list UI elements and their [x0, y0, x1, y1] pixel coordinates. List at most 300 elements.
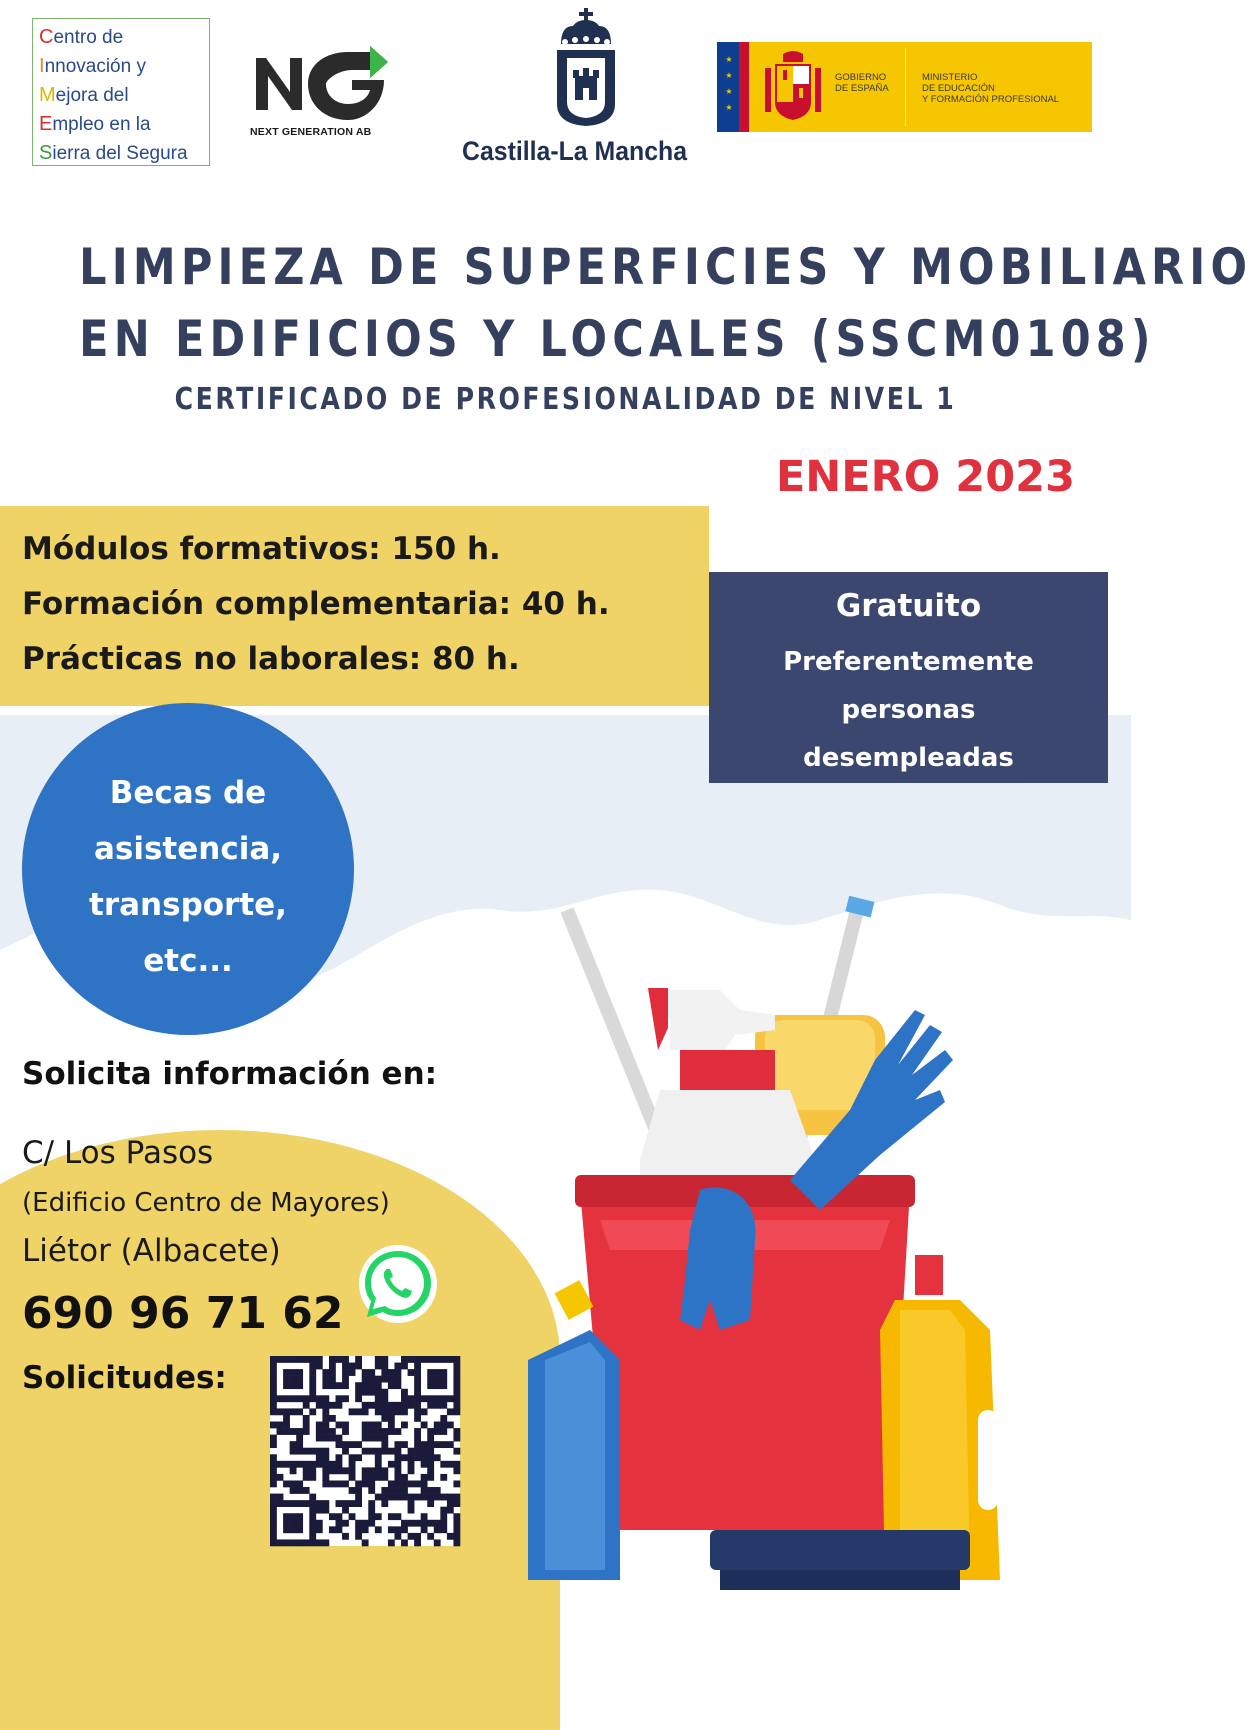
qr-module [322, 1539, 329, 1546]
qr-module [388, 1402, 395, 1409]
qr-module [427, 1467, 434, 1474]
qr-module [303, 1500, 310, 1507]
qr-module [381, 1435, 388, 1442]
qr-module [447, 1356, 454, 1363]
qr-module [322, 1415, 329, 1422]
qr-module [434, 1520, 441, 1527]
qr-module [270, 1513, 277, 1520]
qr-module [316, 1520, 323, 1527]
eu-stars-icon: ★ ★ ★ ★ [725, 55, 733, 112]
qr-module [316, 1402, 323, 1409]
qr-module [362, 1389, 369, 1396]
qr-module [290, 1526, 297, 1533]
qr-module [414, 1448, 421, 1455]
qr-module [381, 1500, 388, 1507]
qr-module [270, 1474, 277, 1481]
qr-module [349, 1441, 356, 1448]
qr-module [381, 1395, 388, 1402]
qr-module [316, 1461, 323, 1468]
qr-module [368, 1402, 375, 1409]
qr-module [322, 1382, 329, 1389]
qr-module [388, 1428, 395, 1435]
qr-module [322, 1435, 329, 1442]
qr-module [447, 1408, 454, 1415]
qr-module [355, 1441, 362, 1448]
qr-module [349, 1487, 356, 1494]
gobierno-divider [905, 48, 906, 126]
qr-module [316, 1395, 323, 1402]
qr-module [421, 1356, 428, 1363]
qr-module [381, 1494, 388, 1501]
qr-module [290, 1369, 297, 1376]
qr-module [329, 1480, 336, 1487]
qr-module [440, 1520, 447, 1527]
qr-module [277, 1461, 284, 1468]
qr-module [329, 1369, 336, 1376]
qr-module [381, 1356, 388, 1363]
qr-module [408, 1395, 415, 1402]
hours-internship: Prácticas no laborales: 80 h. [22, 641, 520, 677]
qr-module [349, 1500, 356, 1507]
qr-module [453, 1402, 460, 1409]
qr-module [394, 1461, 401, 1468]
qr-module [362, 1428, 369, 1435]
qr-module [336, 1526, 343, 1533]
qr-module [401, 1480, 408, 1487]
hours-modules: Módulos formativos: 150 h. [22, 531, 501, 567]
qr-module [277, 1356, 284, 1363]
qr-module [349, 1467, 356, 1474]
cim-word: entro de [53, 27, 124, 48]
qr-module [440, 1507, 447, 1514]
qr-module [342, 1376, 349, 1383]
qr-module [394, 1402, 401, 1409]
qr-module [270, 1500, 277, 1507]
qr-module [336, 1402, 343, 1409]
cim-initial: M [39, 84, 56, 106]
qr-module [362, 1422, 369, 1429]
qr-module [375, 1395, 382, 1402]
qr-module [453, 1526, 460, 1533]
qr-module [401, 1389, 408, 1396]
qr-module [401, 1422, 408, 1429]
qr-module [296, 1539, 303, 1546]
cim-initial: S [39, 142, 53, 164]
qr-module [434, 1422, 441, 1429]
qr-module [427, 1494, 434, 1501]
qr-module [270, 1395, 277, 1402]
qr-module [283, 1539, 290, 1546]
qr-module [434, 1428, 441, 1435]
cleaning-supplies-illustration [520, 890, 1040, 1600]
whatsapp-icon[interactable] [357, 1243, 439, 1325]
qr-module [408, 1500, 415, 1507]
qr-module [336, 1382, 343, 1389]
qr-module [355, 1500, 362, 1507]
qr-module [329, 1363, 336, 1370]
qr-module [303, 1539, 310, 1546]
qr-module [290, 1487, 297, 1494]
qr-module [342, 1507, 349, 1514]
qr-module [322, 1448, 329, 1455]
qr-module [440, 1474, 447, 1481]
qr-module [322, 1428, 329, 1435]
qr-module [270, 1402, 277, 1409]
cim-line [39, 139, 203, 168]
qr-module [427, 1369, 434, 1376]
qr-module [296, 1526, 303, 1533]
qr-code[interactable] [270, 1356, 460, 1546]
qr-module [270, 1382, 277, 1389]
qr-module [408, 1402, 415, 1409]
qr-module [375, 1461, 382, 1468]
qr-module [453, 1533, 460, 1540]
qr-module [388, 1539, 395, 1546]
qr-module [303, 1356, 310, 1363]
qr-module [447, 1507, 454, 1514]
qr-module [368, 1500, 375, 1507]
qr-module [290, 1356, 297, 1363]
qr-module [381, 1448, 388, 1455]
qr-module [362, 1467, 369, 1474]
qr-module [316, 1435, 323, 1442]
qr-module [434, 1376, 441, 1383]
qr-module [296, 1480, 303, 1487]
becas-text: Becas de asistencia, transporte, etc... [89, 775, 287, 979]
qr-module [375, 1402, 382, 1409]
qr-module [368, 1389, 375, 1396]
gobierno-logo [717, 42, 1092, 132]
qr-module [355, 1363, 362, 1370]
qr-module [283, 1376, 290, 1383]
qr-module [388, 1382, 395, 1389]
course-subtitle: CERTIFICADO DE PROFESIONALIDAD DE NIVEL 1 [174, 382, 957, 417]
qr-module [427, 1487, 434, 1494]
qr-module [375, 1448, 382, 1455]
qr-module [296, 1520, 303, 1527]
qr-module [408, 1467, 415, 1474]
qr-module [309, 1520, 316, 1527]
qr-module [342, 1441, 349, 1448]
qr-module [336, 1480, 343, 1487]
qr-module [440, 1376, 447, 1383]
qr-module [362, 1474, 369, 1481]
qr-module [316, 1422, 323, 1429]
qr-module [421, 1513, 428, 1520]
qr-module [309, 1500, 316, 1507]
qr-module [453, 1356, 460, 1363]
qr-module [408, 1494, 415, 1501]
info-body: Preferentemente personas desempleadas [783, 647, 1034, 773]
cim-initial: E [39, 113, 53, 135]
qr-module [322, 1395, 329, 1402]
qr-module [394, 1494, 401, 1501]
qr-module [270, 1480, 277, 1487]
qr-module [453, 1513, 460, 1520]
qr-module [349, 1474, 356, 1481]
qr-module [303, 1448, 310, 1455]
qr-module [283, 1480, 290, 1487]
cim-initial: I [39, 55, 45, 77]
qr-module [427, 1474, 434, 1481]
qr-module [401, 1520, 408, 1527]
qr-module [296, 1441, 303, 1448]
qr-module [303, 1461, 310, 1468]
qr-module [434, 1441, 441, 1448]
spain-shield-icon [761, 50, 825, 124]
qr-module [329, 1415, 336, 1422]
qr-module [322, 1480, 329, 1487]
qr-module [309, 1369, 316, 1376]
qr-module [414, 1376, 421, 1383]
qr-module [316, 1539, 323, 1546]
qr-module [296, 1513, 303, 1520]
qr-module [277, 1539, 284, 1546]
qr-module [427, 1461, 434, 1468]
qr-module [290, 1539, 297, 1546]
qr-module [440, 1441, 447, 1448]
ministerio-label: MINISTERIO DE EDUCACIÓN Y FORMACIÓN PROFESIONAL [922, 72, 1060, 105]
qr-module [401, 1526, 408, 1533]
qr-module [434, 1395, 441, 1402]
qr-module [283, 1408, 290, 1415]
qr-module [414, 1369, 421, 1376]
qr-module [296, 1500, 303, 1507]
qr-module [329, 1513, 336, 1520]
qr-module [375, 1356, 382, 1363]
qr-module [394, 1448, 401, 1455]
qr-module [440, 1461, 447, 1468]
qr-module [309, 1389, 316, 1396]
qr-module [453, 1376, 460, 1383]
qr-module [375, 1526, 382, 1533]
qr-module [388, 1448, 395, 1455]
qr-module [316, 1454, 323, 1461]
qr-module [440, 1428, 447, 1435]
qr-module [270, 1376, 277, 1383]
qr-module [355, 1395, 362, 1402]
qr-module [283, 1415, 290, 1422]
qr-module [368, 1480, 375, 1487]
qr-module [342, 1520, 349, 1527]
qr-module [277, 1494, 284, 1501]
qr-module [388, 1494, 395, 1501]
qr-module [290, 1376, 297, 1383]
qr-module [381, 1474, 388, 1481]
qr-module [309, 1526, 316, 1533]
cim-line [39, 110, 203, 139]
qr-module [322, 1422, 329, 1429]
qr-module [303, 1428, 310, 1435]
qr-module [427, 1500, 434, 1507]
qr-module [427, 1395, 434, 1402]
qr-module [355, 1389, 362, 1396]
qr-module [296, 1448, 303, 1455]
qr-module [453, 1395, 460, 1402]
qr-module [394, 1363, 401, 1370]
qr-module [414, 1395, 421, 1402]
qr-module [440, 1369, 447, 1376]
qr-module [277, 1474, 284, 1481]
qr-module [427, 1520, 434, 1527]
qr-module [277, 1395, 284, 1402]
qr-module [388, 1422, 395, 1429]
ng-mark: NG [252, 44, 254, 45]
qr-module [349, 1369, 356, 1376]
qr-module [447, 1461, 454, 1468]
qr-module [440, 1526, 447, 1533]
qr-module [440, 1402, 447, 1409]
qr-module [453, 1500, 460, 1507]
qr-module [290, 1382, 297, 1389]
qr-module [270, 1363, 277, 1370]
qr-module [349, 1408, 356, 1415]
info-box [709, 572, 1108, 783]
qr-module [309, 1507, 316, 1514]
qr-module [440, 1395, 447, 1402]
info-headline: Gratuito [835, 588, 982, 624]
qr-module [303, 1422, 310, 1429]
qr-module [303, 1402, 310, 1409]
flag-red-stripe [739, 42, 749, 132]
qr-module [322, 1408, 329, 1415]
qr-module [342, 1369, 349, 1376]
qr-module [270, 1507, 277, 1514]
qr-module [447, 1500, 454, 1507]
qr-module [408, 1507, 415, 1514]
qr-module [401, 1494, 408, 1501]
qr-module [408, 1369, 415, 1376]
qr-module [394, 1480, 401, 1487]
qr-module [322, 1474, 329, 1481]
qr-module [309, 1395, 316, 1402]
qr-module [414, 1480, 421, 1487]
qr-module [434, 1402, 441, 1409]
qr-module [342, 1448, 349, 1455]
qr-module [408, 1480, 415, 1487]
qr-module [368, 1376, 375, 1383]
qr-module [381, 1415, 388, 1422]
qr-module [401, 1487, 408, 1494]
qr-module [329, 1461, 336, 1468]
qr-module [270, 1408, 277, 1415]
qr-module [381, 1487, 388, 1494]
qr-module [427, 1454, 434, 1461]
qr-module [401, 1363, 408, 1370]
qr-module [362, 1539, 369, 1546]
qr-module [381, 1376, 388, 1383]
qr-module [342, 1422, 349, 1429]
qr-module [453, 1539, 460, 1546]
qr-module [355, 1480, 362, 1487]
qr-module [401, 1539, 408, 1546]
qr-module [388, 1408, 395, 1415]
qr-module [336, 1435, 343, 1442]
qr-module [447, 1422, 454, 1429]
qr-module [355, 1487, 362, 1494]
qr-module [283, 1461, 290, 1468]
qr-module [414, 1428, 421, 1435]
qr-module [381, 1467, 388, 1474]
qr-module [440, 1356, 447, 1363]
qr-module [290, 1513, 297, 1520]
qr-module [368, 1435, 375, 1442]
qr-module [329, 1356, 336, 1363]
qr-module [296, 1435, 303, 1442]
qr-module [316, 1448, 323, 1455]
qr-module [375, 1513, 382, 1520]
course-title-line-1: LIMPIEZA DE SUPERFICIES Y MOBILIARIO [79, 238, 1252, 296]
qr-module [427, 1448, 434, 1455]
qr-module [336, 1441, 343, 1448]
qr-module [270, 1356, 277, 1363]
qr-module [401, 1454, 408, 1461]
qr-module [362, 1520, 369, 1527]
qr-module [408, 1356, 415, 1363]
qr-module [421, 1494, 428, 1501]
qr-module [329, 1402, 336, 1409]
qr-module [394, 1526, 401, 1533]
qr-module [349, 1363, 356, 1370]
qr-module [290, 1480, 297, 1487]
qr-module [381, 1428, 388, 1435]
qr-module [270, 1435, 277, 1442]
address-building: (Edificio Centro de Mayores) [22, 1188, 390, 1218]
qr-module [447, 1395, 454, 1402]
qr-module [394, 1513, 401, 1520]
phone-number[interactable]: 690 96 71 62 [22, 1288, 344, 1339]
qr-module [316, 1507, 323, 1514]
qr-module [427, 1435, 434, 1442]
qr-module [290, 1441, 297, 1448]
qr-module [388, 1513, 395, 1520]
cim-word: ejora del [55, 85, 129, 106]
qr-module [296, 1376, 303, 1383]
qr-module [421, 1422, 428, 1429]
qr-module [401, 1402, 408, 1409]
qr-module [427, 1382, 434, 1389]
qr-module [427, 1356, 434, 1363]
qr-module [375, 1422, 382, 1429]
qr-module [421, 1480, 428, 1487]
qr-module [453, 1461, 460, 1468]
qr-module [362, 1435, 369, 1442]
qr-module [277, 1408, 284, 1415]
qr-module [270, 1389, 277, 1396]
qr-module [440, 1415, 447, 1422]
cim-initial: C [39, 26, 54, 48]
qr-module [283, 1356, 290, 1363]
cim-word: nnovación y [44, 56, 146, 77]
qr-module [270, 1422, 277, 1429]
qr-module [434, 1487, 441, 1494]
qr-module [283, 1513, 290, 1520]
qr-module [342, 1533, 349, 1540]
qr-module [309, 1408, 316, 1415]
qr-module [296, 1382, 303, 1389]
contact-heading: Solicita información en: [22, 1056, 438, 1092]
qr-module [381, 1441, 388, 1448]
qr-module [296, 1487, 303, 1494]
qr-module [296, 1356, 303, 1363]
qr-module [414, 1435, 421, 1442]
qr-module [408, 1461, 415, 1468]
clm-name: Castilla-La Mancha [462, 136, 688, 166]
qr-module [381, 1402, 388, 1409]
qr-module [408, 1533, 415, 1540]
hours-complementary: Formación complementaria: 40 h. [22, 586, 610, 622]
qr-module [290, 1500, 297, 1507]
